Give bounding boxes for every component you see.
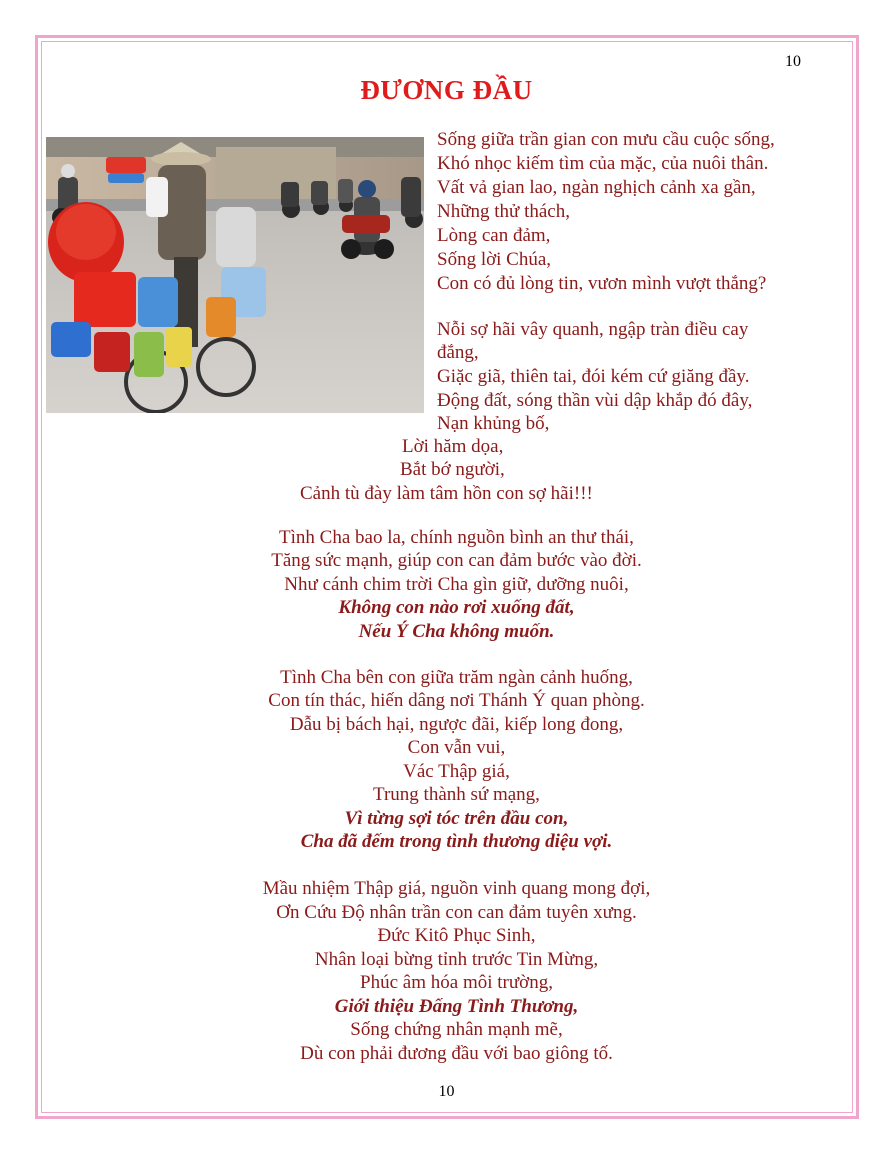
poem-line: Nỗi sợ hãi vây quanh, ngập tràn điều cay xyxy=(437,319,749,340)
poem-line: Trung thành sứ mạng, xyxy=(373,784,540,805)
poem-line: Sống giữa trần gian con mưu cầu cuộc sống, xyxy=(437,129,775,150)
poem-line-emphasis: Giới thiệu Đấng Tình Thương, xyxy=(334,996,579,1017)
poem-line: Như cánh chim trời Cha gìn giữ, dưỡng nuôi, xyxy=(284,574,629,595)
poem-line: Tình Cha bên con giữa trăm ngàn cảnh huống, xyxy=(280,667,633,688)
poem-title: ĐƯƠNG ĐẦU xyxy=(360,75,533,105)
poem-line: Con có đủ lòng tin, vươn mình vượt thắng? xyxy=(437,273,767,294)
poem-line: Con vẫn vui, xyxy=(407,737,506,758)
poem-line: Nhân loại bừng tỉnh trước Tin Mừng, xyxy=(314,949,599,970)
poem-line: Giặc giã, thiên tai, đói kém cứ giăng đầy. xyxy=(437,366,750,387)
poem-line: Vác Thập giá, xyxy=(403,761,510,782)
poem-line: Con tín thác, hiến dâng nơi Thánh Ý quan phòng. xyxy=(268,690,645,711)
page-number-bottom: 10 xyxy=(438,1083,455,1100)
poem-line: Tình Cha bao la, chính nguồn bình an thư thái, xyxy=(279,527,634,548)
poem-line-emphasis: Cha đã đếm trong tình thương diệu vợi. xyxy=(300,831,613,852)
poem-line: Động đất, sóng thần vùi dập khắp đó đây, xyxy=(437,390,753,411)
poem-line: Cảnh tù đày làm tâm hồn con sợ hãi!!! xyxy=(300,483,593,504)
poem-line: Dù con phải đương đầu với bao giông tố. xyxy=(300,1043,613,1064)
poem-line: đắng, xyxy=(437,342,479,363)
poem-line: Dẫu bị bách hại, ngược đãi, kiếp long đong, xyxy=(289,714,624,735)
poem-line-emphasis: Nếu Ý Cha không muốn. xyxy=(358,621,555,642)
poem-line: Vất vả gian lao, ngàn nghịch cảnh xa gần, xyxy=(437,177,756,198)
poem-line: Sống chứng nhân mạnh mẽ, xyxy=(350,1019,563,1040)
poem-line-emphasis: Không con nào rơi xuống đất, xyxy=(338,597,575,618)
poem-line: Lòng can đảm, xyxy=(437,225,551,246)
poem-line: Khó nhọc kiếm tìm của mặc, của nuôi thân. xyxy=(437,153,769,174)
poem-line: Đức Kitô Phục Sinh, xyxy=(377,925,536,946)
poem-line-emphasis: Vì từng sợi tóc trên đầu con, xyxy=(344,808,569,829)
poem-line: Mầu nhiệm Thập giá, nguồn vinh quang mong đợi, xyxy=(262,878,651,899)
page-number-top: 10 xyxy=(785,53,801,70)
poem-line: Lời hăm dọa, xyxy=(402,436,504,457)
poem-line: Phúc âm hóa môi trường, xyxy=(360,972,553,993)
poem-line: Nạn khủng bố, xyxy=(437,413,550,434)
poem-line: Ơn Cứu Độ nhân trần con can đảm tuyên xưng. xyxy=(276,902,637,923)
poem-line: Sống lời Chúa, xyxy=(437,249,552,270)
poem-line: Tăng sức mạnh, giúp con can đảm bước vào đời. xyxy=(271,550,642,571)
street-vendor-photo xyxy=(46,137,424,413)
poem-line: Bắt bớ người, xyxy=(400,459,505,480)
poem-line: Những thử thách, xyxy=(437,201,570,222)
